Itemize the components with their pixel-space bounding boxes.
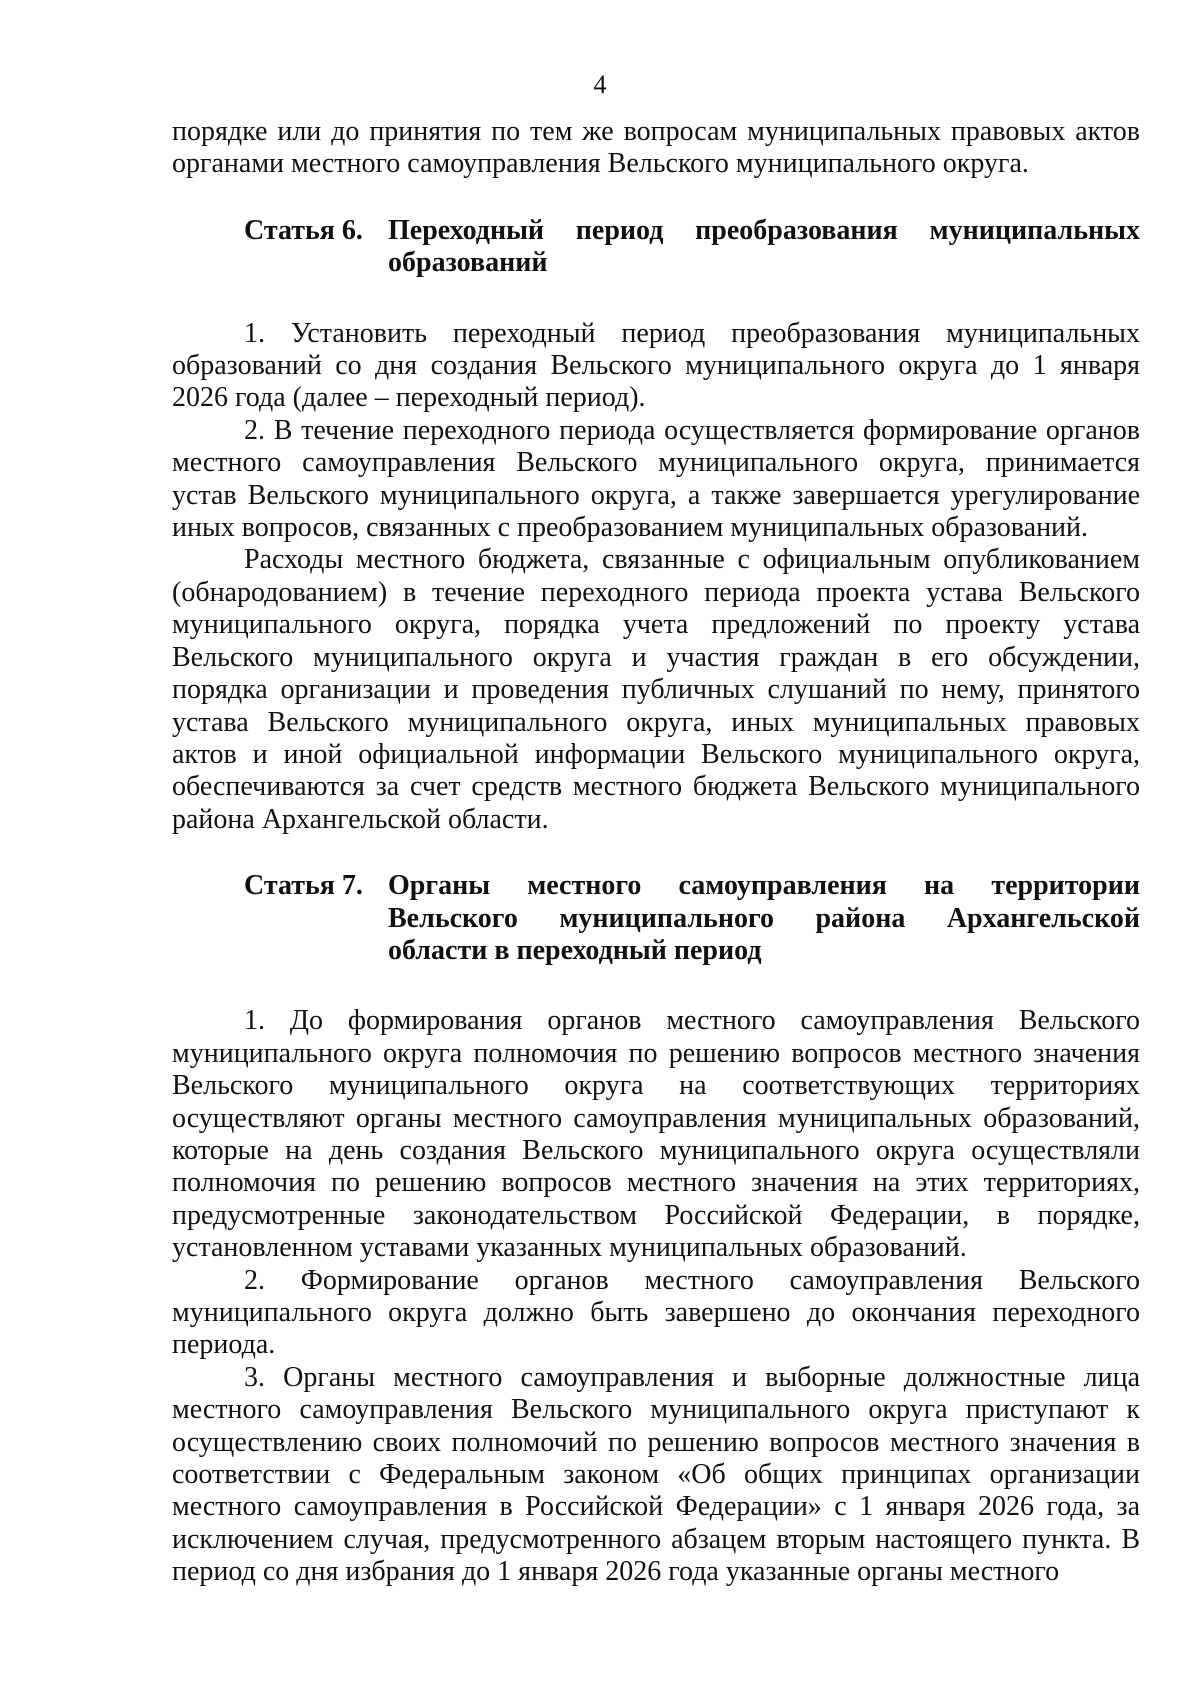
article-7-paragraph-2: 2. Формирование органов местного самоуправления Вельского муниципального округа должно быть завершено до окончания переходного периода. [172,1264,1140,1361]
article-6-number: Статья 6. [244,214,363,246]
continuation-paragraph: порядке или до принятия по тем же вопросам муниципальных правовых актов органами местного самоуправления Вельского муниципального округа. [172,116,1140,180]
article-6-paragraph-2: 2. В течение переходного периода осуществляется формирование органов местного самоуправления Вельского муниципального округа, принимается устав Вельского муниципального округа, а также завершается урегулирование иных вопросов, связанных с преобразованием муниципальных образований. [172,414,1140,544]
article-6-paragraph-1: 1. Установить переходный период преобразования муниципальных образований со дня создания Вельского муниципального округа до 1 января 2026 года (далее – переходный период). [172,317,1140,414]
article-6-heading [244,215,1140,280]
page-number: 4 [593,70,607,99]
article-7-title: Органы местного самоуправления на территории Вельского муниципального района Архангельской области в переходный период [388,870,1140,966]
document-body [172,116,1140,1589]
article-7-number: Статья 7. [244,870,363,902]
article-7-paragraph-1: 1. До формирования органов местного самоуправления Вельского муниципального округа полномочия по решению вопросов местного значения Вельского муниципального округа на соответствующих территориях осуществляют органы местного самоуправления муниципальных образований, которые на день создания Вельского муниципального округа осуществляли полномочия по решению вопросов местного значения на этих территориях, предусмотренные законодательством Российской Федерации, в порядке, установленном уставами указанных муниципальных образований. [172,1005,1140,1264]
article-7-paragraph-3: 3. Органы местного самоуправления и выборные должностные лица местного самоуправления Вельского муниципального округа приступают к осуществлению своих полномочий по решению вопросов местного значения в соответствии с Федеральным законом «Об общих принципах организации местного самоуправления в Российской Федерации» с 1 января 2026 года, за исключением случая, предусмотренного абзацем вторым настоящего пункта. В период со дня избрания до 1 января 2026 года указанные органы местного [172,1361,1140,1588]
article-6-paragraph-3: Расходы местного бюджета, связанные с официальным опубликованием (обнародованием) в течение переходного периода проекта устава Вельского муниципального округа, порядка учета предложений по проекту устава Вельского муниципального округа и участия граждан в его обсуждении, порядка организации и проведения публичных слушаний по нему, принятого устава Вельского муниципального округа, иных муниципальных правовых актов и иной официальной информации Вельского муниципального округа, обеспечиваются за счет средств местного бюджета Вельского муниципального района Архангельской области. [172,544,1140,835]
article-7-heading [244,870,1140,967]
article-6-title: Переходный период преобразования муниципальных образований [388,214,1140,279]
